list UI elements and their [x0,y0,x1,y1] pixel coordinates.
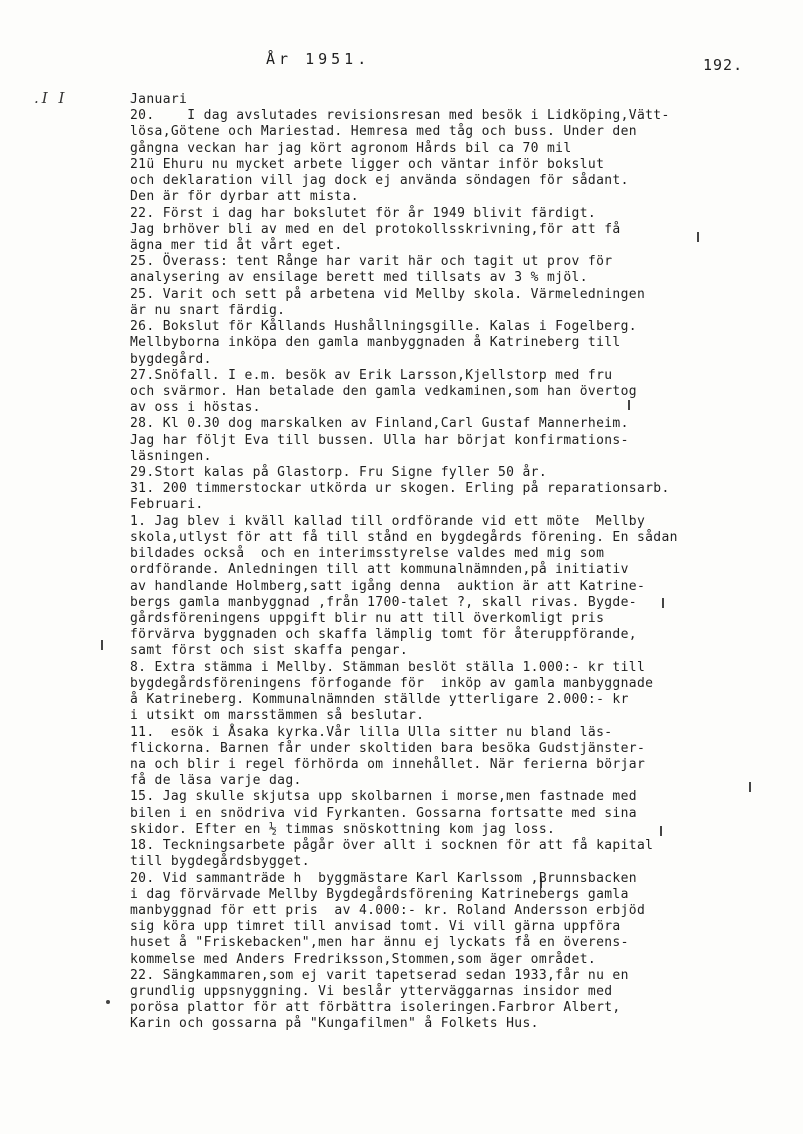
text-line: 28. Kl 0.30 dog marskalken av Finland,Carl Gustaf Mannerheim. [130,416,629,432]
text-line: Jag brhöver bli av med en del protokollsskrivning,för att få [130,221,621,237]
text-line: Den är för dyrbar att mista. [130,189,359,205]
text-line: läsningen. [130,448,212,464]
text-line: 31. 200 timmerstockar utkörda ur skogen. Erling på reparationsarb. [130,481,670,497]
text-line: Karin och gossarna på "Kungafilmen" å Folkets Hus. [130,1016,539,1032]
text-line: skidor. Efter en ½ timmas snöskottning kom jag loss. [130,821,556,837]
text-line: 20. I dag avslutades revisionsresan med besök i Lidköping,Vätt- [130,108,670,124]
text-line: 15. Jag skulle skjutsa upp skolbarnen i morse,men fastnade med [130,789,637,805]
text-line: gårdsföreningens uppgift blir nu att till överkomligt pris [130,611,605,626]
text-line: gångna veckan har jag kört agronom Hårds bil ca 70 mil [130,140,572,156]
text-line: samt först och sist skaffa pengar. [130,643,409,659]
text-line: och svärmor. Han betalade den gamla vedkaminen,som han övertog [130,383,637,399]
text-line: få de läsa varje dag. [130,773,302,789]
text-line: 26. Bokslut för Kållands Hushållningsgille. Kalas i Fogelberg. [130,319,637,335]
text-line: 11. esök i Åsaka kyrka.Vår lilla Ulla sitter nu bland läs- [130,724,613,740]
text-line: manbyggnad för ett pris av 4.000:- kr. Roland Andersson erbjöd [130,902,646,918]
text-line: ordförande. Anledningen till att kommunalnämnden,på initiativ [130,562,629,578]
text-line: 27.Snöfall. I e.m. besök av Erik Larsson,Kjellstorp med fru [130,367,613,383]
text-line: grundlig uppsnyggning. Vi beslår ytterväggarnas insidor med [130,984,613,1000]
text-line: Jag har följt Eva till bussen. Ulla har börjat konfirmations- [130,432,629,448]
text-line: Januari [130,92,188,107]
text-line: bildades också och en interimsstyrelse valdes med mig som [130,546,605,562]
text-line: porösa plattor för att förbättra isoleringen.Farbror Albert, [130,1000,621,1016]
text-line: analysering av ensilage berett med tillsats av 3 % mjöl. [130,270,588,286]
text-line: å Katrineberg. Kommunalnämnden ställde ytterligare 2.000:- kr [130,692,629,708]
text-line: förvärva byggnaden och skaffa lämplig tomt för återuppförande, [130,627,637,643]
text-line: 25. Varit och sett på arbetena vid Mellby skola. Värmeledningen [130,286,646,302]
text-line: i dag förvärvade Mellby Bygdegårdsförening Katrinebergs gamla [130,886,629,902]
text-line: na och blir i regel förhörda om innehållet. När ferierna börjar [130,756,646,772]
margin-annotation: .I I [34,89,68,107]
text-line: 8. Extra stämma i Mellby. Stämman beslöt ställa 1.000:- kr till [130,659,646,675]
text-line: ägna mer tid åt vårt eget. [130,237,343,253]
text-line: kommelse med Anders Fredriksson,Stommen,som äger området. [130,951,597,967]
text-line: är nu snart färdig. [130,302,286,318]
text-line: 29.Stort kalas på Glastorp. Fru Signe fyller 50 år. [130,465,548,481]
text-line: 18. Teckningsarbete pågår över allt i socknen för att få kapital [130,838,654,854]
text-line: i utsikt om marsstämmen så beslutar. [130,708,425,724]
text-line: Mellbyborna inköpa den gamla manbyggnaden å Katrineberg till [130,335,621,351]
text-line: 22. Sängkammaren,som ej varit tapetserad sedan 1933,får nu en [130,967,629,983]
diary-text [130,92,790,1033]
text-line: 22. Först i dag har bokslutet för år 1949 blivit färdigt. [130,205,597,221]
text-line: 20. Vid sammanträde h byggmästare Karl Karlssom ,Brunnsbacken [130,870,637,886]
year-heading: År 1951. [266,50,371,68]
text-line: och deklaration vill jag dock ej använda söndagen för sådant. [130,173,629,189]
text-line: 1. Jag blev i kväll kallad till ordförande vid ett möte Mellby [130,513,646,529]
text-line: bygdegård. [130,351,212,367]
text-line: flickorna. Barnen får under skoltiden bara besöka Gudstjänster- [130,740,646,756]
text-line: bergs gamla manbyggnad ,från 1700-talet ?, skall rivas. Bygde- [130,594,637,610]
text-line: huset å "Friskebacken",men har ännu ej lyckats få en överens- [130,935,629,951]
text-line: 21ü Ehuru nu mycket arbete ligger och väntar inför bokslut [130,156,605,172]
text-line: Februari. [130,497,204,513]
text-line: sig köra upp timret till anvisad tomt. Vi vill gärna uppföra [130,919,621,935]
text-line: till bygdegårdsbygget. [130,854,310,870]
text-line: bygdegårdsföreningens förfogande för inköp av gamla manbyggnade [130,675,654,691]
text-line: bilen i en snödriva vid Fyrkanten. Gossarna fortsatte med sina [130,805,637,821]
text-line: skola,utlyst för att få till stånd en bygdegårds förening. En sådan [130,529,678,545]
stray-mark [106,1000,110,1004]
page-number: 192. [703,56,744,74]
text-line: 25. Överass: tent Rånge har varit här och tagit ut prov för [130,254,613,270]
text-line: lösa,Götene och Mariestad. Hemresa med tåg och buss. Under den [130,124,637,140]
text-line: av oss i höstas. [130,400,261,416]
text-line: av handlande Holmberg,satt igång denna auktion är att Katrine- [130,578,646,594]
stray-mark [101,640,103,650]
